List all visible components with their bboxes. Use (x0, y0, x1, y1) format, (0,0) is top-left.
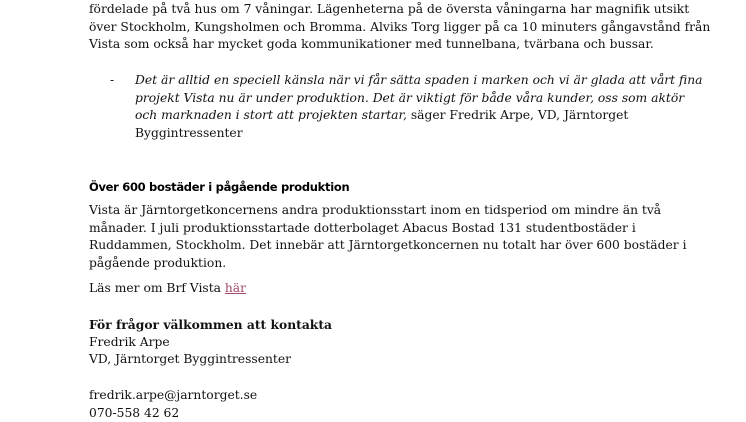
read-more-link[interactable]: här (225, 281, 246, 295)
contact-name: Fredrik Arpe (89, 334, 332, 352)
read-more-line (89, 280, 246, 298)
contact-heading: För frågor välkommen att kontakta (89, 316, 332, 334)
intro-line: fördelade på två hus om 7 våningar. Lägenheterna på de översta våningarna har magnifik utsikt (89, 1, 710, 19)
contact-phone: 070-558 42 62 (89, 405, 257, 422)
section-line: Vista är Järntorgetkoncernens andra produktionsstart inom en tidsperiod om mindre än två (89, 202, 687, 220)
bullet-dash: - (110, 72, 114, 90)
read-more-text: Läs mer om Brf Vista (89, 281, 225, 295)
contact-block (89, 316, 332, 369)
contact-title: VD, Järntorget Byggintressenter (89, 351, 332, 369)
quote-attribution: säger Fredrik Arpe, VD, Järntorget (407, 108, 628, 122)
quote-text (135, 72, 702, 142)
section-line: pågående produktion. (89, 255, 687, 273)
contact-details (89, 387, 257, 422)
section-paragraph (89, 202, 687, 272)
intro-line: Vista som också har mycket goda kommunikationer med tunnelbana, tvärbana och bussar. (89, 36, 710, 54)
section-heading: Över 600 bostäder i pågående produktion (89, 179, 349, 196)
contact-email[interactable]: fredrik.arpe@jarntorget.se (89, 387, 257, 405)
quote-line: projekt Vista nu är under produktion. Det är viktigt för både våra kunder, oss som aktör (135, 90, 702, 108)
intro-line: över Stockholm, Kungsholmen och Bromma. Alviks Torg ligger på ca 10 minuters gångavstånd från (89, 19, 710, 37)
intro-paragraph (89, 1, 710, 54)
section-line: Ruddammen, Stockholm. Det innebär att Järntorgetkoncernen nu totalt har över 600 bostäder i (89, 237, 687, 255)
section-line: månader. I juli produktionsstartade dotterbolaget Abacus Bostad 131 studentbostäder i (89, 220, 687, 238)
quote-line: Det är alltid en speciell känsla när vi får sätta spaden i marken och vi är glada att vårt fina (135, 72, 702, 90)
quote-line-italic: och marknaden i stort att projekten startar, (135, 108, 407, 122)
quote-attribution-company: Byggintressenter (135, 125, 702, 143)
quote-line (135, 107, 702, 125)
